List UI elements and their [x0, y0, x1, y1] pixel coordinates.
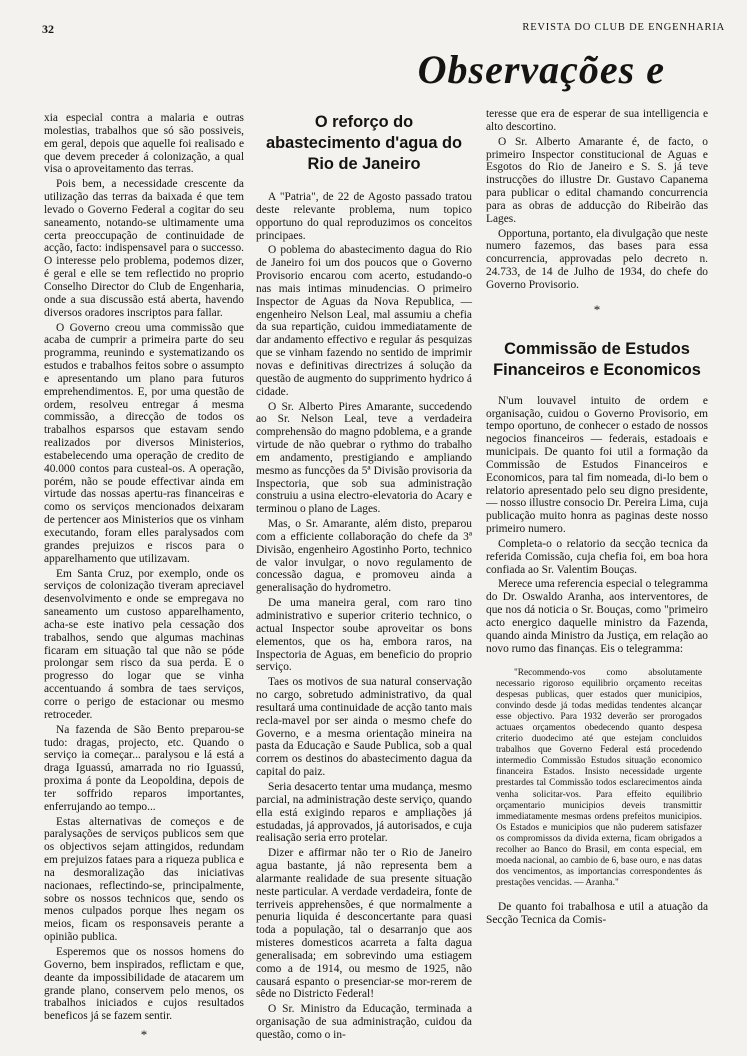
- paragraph: Na fazenda de São Bento preparou-se tudo: dragas, projecto, etc. Quando o serviço ia começar... paralysou e lá está a draga Iguassú, amarrada no rio Iguassú, proxima á ponte da Leopoldina, depois de ter soffrido reparos importantes, enferrujando ao tempo...: [44, 723, 244, 813]
- paragraph: Opportuna, portanto, ela divulgação que neste numero fazemos, das bases para essa concurrencia, approvadas pelo decreto n. 24.733, de 14 de Julho de 1934, do chefe do Governo Provisorio.: [486, 227, 708, 291]
- paragraph: Seria desacerto tentar uma mudança, mesmo parcial, na administração deste serviço, quando ella está exigindo reparos e ampliações já estudadas, já approvados, já autorisados, e cuja realisação seria erro protelar.: [256, 780, 472, 845]
- paragraph: O poblema do abastecimento dagua do Rio de Janeiro foi um dos poucos que o Governo Provisorio encarou com acerto, estudando-o nas mais intimas minudencias. O primeiro Inspector de Aguas da Nova Republica, — engenheiro Nelson Leal, mal assumiu a chefia da sua repartição, cuidou immediatamente de dar andamento effectivo e regular ás pesquizas que se vinham fazendo no sentido de imprimir novas e definitivas directrizes á solução da questão de augmento do supprimento hydrico á cidade.: [256, 244, 472, 398]
- paragraph: O Governo creou uma commissão que acaba de cumprir a primeira parte do seu programma, reunindo e systematizando os estudos e trabalhos feitos sobre o assumpto e apresentando um plano para futuros emprehendimentos. E, por uma questão de ordem, resolveu entregar á mesma commissão, a direcção de todos os trabalhos esparsos que estavam sendo realizados por diversos Ministerios, estabelecendo uma operação de credito de 40.000 contos para custeal-os. A operação, porém, não se poude effectivar ainda em virtude das nossas apertu-ras financeiras e como os serviços mencionados deixaram de pertencer aos Ministerios que os vinham executando, foram elles paralysados com grandes prejuizos e riscos para o apparelhamento que utilizavam.: [44, 321, 244, 565]
- separator-asterisk: *: [140, 1027, 148, 1043]
- paragraph: Merece uma referencia especial o telegramma do Dr. Oswaldo Aranha, aos interventores, de que nos dá noticia o Sr. Bouças, como "primeiro acto energico daquelle ministro da Fazenda, quando ainda Ministro da Justiça, em relação ao novo rumo das finanças. Eis o telegramma:: [486, 578, 708, 655]
- paragraph: O Sr. Alberto Pires Amarante, succedendo ao Sr. Nelson Leal, teve a verdadeira comprehensão do magno pdoblema, e a grande virtude de não quebrar o rythmo do trabalho em andamento, prestigiando e ampliando mesmo as funcções da 5ª Divisão provisoria da Inspectoria, que sob sua administração construiu a usina electro-elevatoria do Acary e terminou o plano de Lages.: [256, 400, 472, 516]
- column-3: [486, 108, 708, 927]
- telegram-quote: [496, 668, 702, 890]
- separator-asterisk: *: [593, 301, 601, 317]
- paragraph: Estas alternativas de começos e de paralysações de serviços publicos sem que os objectivos sejam attingidos, redundam em prejuizos fataes para a riqueza publica e na desmoralização das iniciativas nacionaes, reflectindo-se, principalmente, sobre os nossos technicos que, sendo os menos culpados porque lhes negam os meios, ficam os responsaveis perante a opinião publica.: [44, 815, 244, 944]
- paragraph: A "Patria", de 22 de Agosto passado tratou deste relevante problema, num topico opportuno do qual reproduzimos os conceitos principaes.: [256, 191, 472, 242]
- running-head: REVISTA DO CLUB DE ENGENHARIA: [522, 22, 725, 33]
- column-1: [44, 112, 244, 1044]
- paragraph: Mas, o Sr. Amarante, além disto, preparou com a efficiente collaboração do chefe da 3ª Divisão, engenheiro Agostinho Porto, technico de valor invulgar, o novo regulamento de concessão dagua, e promoveu ainda a generalisação do hydrometro.: [256, 518, 472, 595]
- paragraph: O Sr. Ministro da Educação, terminada a organisação de sua administração, cuidou da questão, como o in-: [256, 1003, 472, 1041]
- telegram-text: "Recommendo-vos como absolutamente necessario rigoroso equilibrio orçamento receitas despesas publicas, quer estados quer municipios, convindo desde já todas medidas tendentes alcançar esse objectivo. Para 1932 deverão ser prorogados actuaes orçamentos obedecendo quanto despesa criterio duodecimo até que estejam concluidos trabalhos que Governo Federal está procedendo intermedio Commissão Estudos situação economico financeira Estados. Insisto necessidade urgente prestardes tal Commissão todos esclarecimentos ainda venha solicitar-vos. Para effeito equilibrio orçamentario municipios deveis transmittir immediatamente mesmas ordens prefeitos municipios. Os Estados e municipios que não puderem satisfazer os compromissos da divida externa, ficam obrigados a recolher ao Banco do Brasil, em conta especial, em moeda nacional, ao cambio de 6, base ouro, e nas datas dos vencimentos, as importancias correspondentes ás prestações vencidas. — Aranha.": [496, 667, 702, 889]
- section-title: Observações e: [417, 47, 665, 92]
- paragraph: Pois bem, a necessidade crescente da utilização das terras da baixada é que tem levado o Governo Federal a cogitar do seu saneamento, notando-se ultimamente uma certa preoccupação de continuidade de acção, facto: indispensavel para o successo. O interesse pelo problema, podemos dizer, é geral e elle se tem reflectido no proprio Conselho Director do Club de Engenharia, onde a sua discussão está aberta, havendo diversos oradores inscriptos para fallar.: [44, 178, 244, 319]
- paragraph: Taes os motivos de sua natural conservação no cargo, sobretudo administrativo, da qual resultará uma continuidade de acção tanto mais recla-mavel por ser ainda o mesmo chefe do Governo, e a mesma orientação mineira na pasta da Educação e Saude Publica, sob a qual correm os destinos do abastecimento dagua da capital do paiz.: [256, 676, 472, 779]
- paragraph: Dizer e affirmar não ter o Rio de Janeiro agua bastante, já não representa bem a alarmante realidade de sua presente situação neste particular. A verdade verdadeira, fonte de terriveis apprehensões, é que normalmente a penuria liquida é desconcertante para quasi toda a população, tal o desarranjo que aos misteres domesticos acarreta a falta dagua generalisada; em sobrevindo uma estiagem como a de 1914, ou mesmo de 1925, não causará espanto o presenciar-se mor-rerem de sêde no Districto Federal!: [256, 847, 472, 1001]
- article-headline: O reforço do abastecimento d'agua do Rio de Janeiro: [265, 113, 463, 173]
- article-headline: Commissão de Estudos Financeiros e Economicos: [493, 339, 701, 379]
- paragraph: Esperemos que os nossos homens do Governo, bem inspirados, reflictam e que, deante da impossibilidade de atacarem um grande plano, conservem pelo menos, os trabalhos iniciados e cujos resultados beneficos já se fazem sentir.: [44, 946, 244, 1023]
- page-number: 32: [42, 22, 54, 36]
- paragraph: Em Santa Cruz, por exemplo, onde os serviços de colonização tiveram apreciavel desenvolvimento e onde se empregava no saneamento um custoso apparelhamento, acha-se este inativo pela cessação dos trabalhos, sendo que algumas machinas ficaram em situação tal que não se póde prolongar sem risco da sua perda. E o progresso do logar que se vinha accentuando á sombra de taes serviços, corre o perigo de estacionar ou mesmo retroceder.: [44, 567, 244, 721]
- paragraph: Completa-o o relatorio da secção tecnica da referida Comissão, cuja chefia foi, em boa hora confiada ao Sr. Valentim Bouças.: [486, 537, 708, 576]
- paragraph: De quanto foi trabalhosa e util a atuação da Secção Tecnica da Comis-: [486, 901, 708, 927]
- paragraph: N'um louvavel intuito de ordem e organisação, cuidou o Governo Provisorio, em tempo oportuno, de conhecer o estado de nossos negocios financeiros — federais, estadoais e municipais. De quanto foi util a formação da Commissão de Estudos Financeiros e Economicos, para tal fim nomeada, di-lo bem o relatorio apresentado pelo seu digno presidente, — nosso illustre consocio Dr. Pereira Lima, cuja publicação muito honra as paginas deste nosso primeiro numero.: [486, 394, 708, 536]
- paragraph: De uma maneira geral, com raro tino administrativo e superior criterio technico, o actual Inspector soube aproveitar os bons elementos, que os ha, embora raros, na Inspectoria de Aguas, em beneficio do proprio serviço.: [256, 597, 472, 674]
- paragraph: teresse que era de esperar de sua intelligencia e alto descortino.: [486, 108, 708, 133]
- paragraph: O Sr. Alberto Amarante é, de facto, o primeiro Inspector constitucional de Aguas e Esgotos do Rio de Janeiro e S. S. já teve instrucções do illustre Dr. Gustavo Capanema para publicar o edital chamando concurrencia para as obras de adducção do Ribeirão das Lages.: [486, 135, 708, 225]
- column-2: [256, 112, 472, 1042]
- paragraph: xia especial contra a malaria e outras molestias, trabalhos que só são possiveis, em geral, depois que aquelle foi realisado e que devem preceder á colonização, a qual visa o aproveitamento das terras.: [44, 112, 244, 176]
